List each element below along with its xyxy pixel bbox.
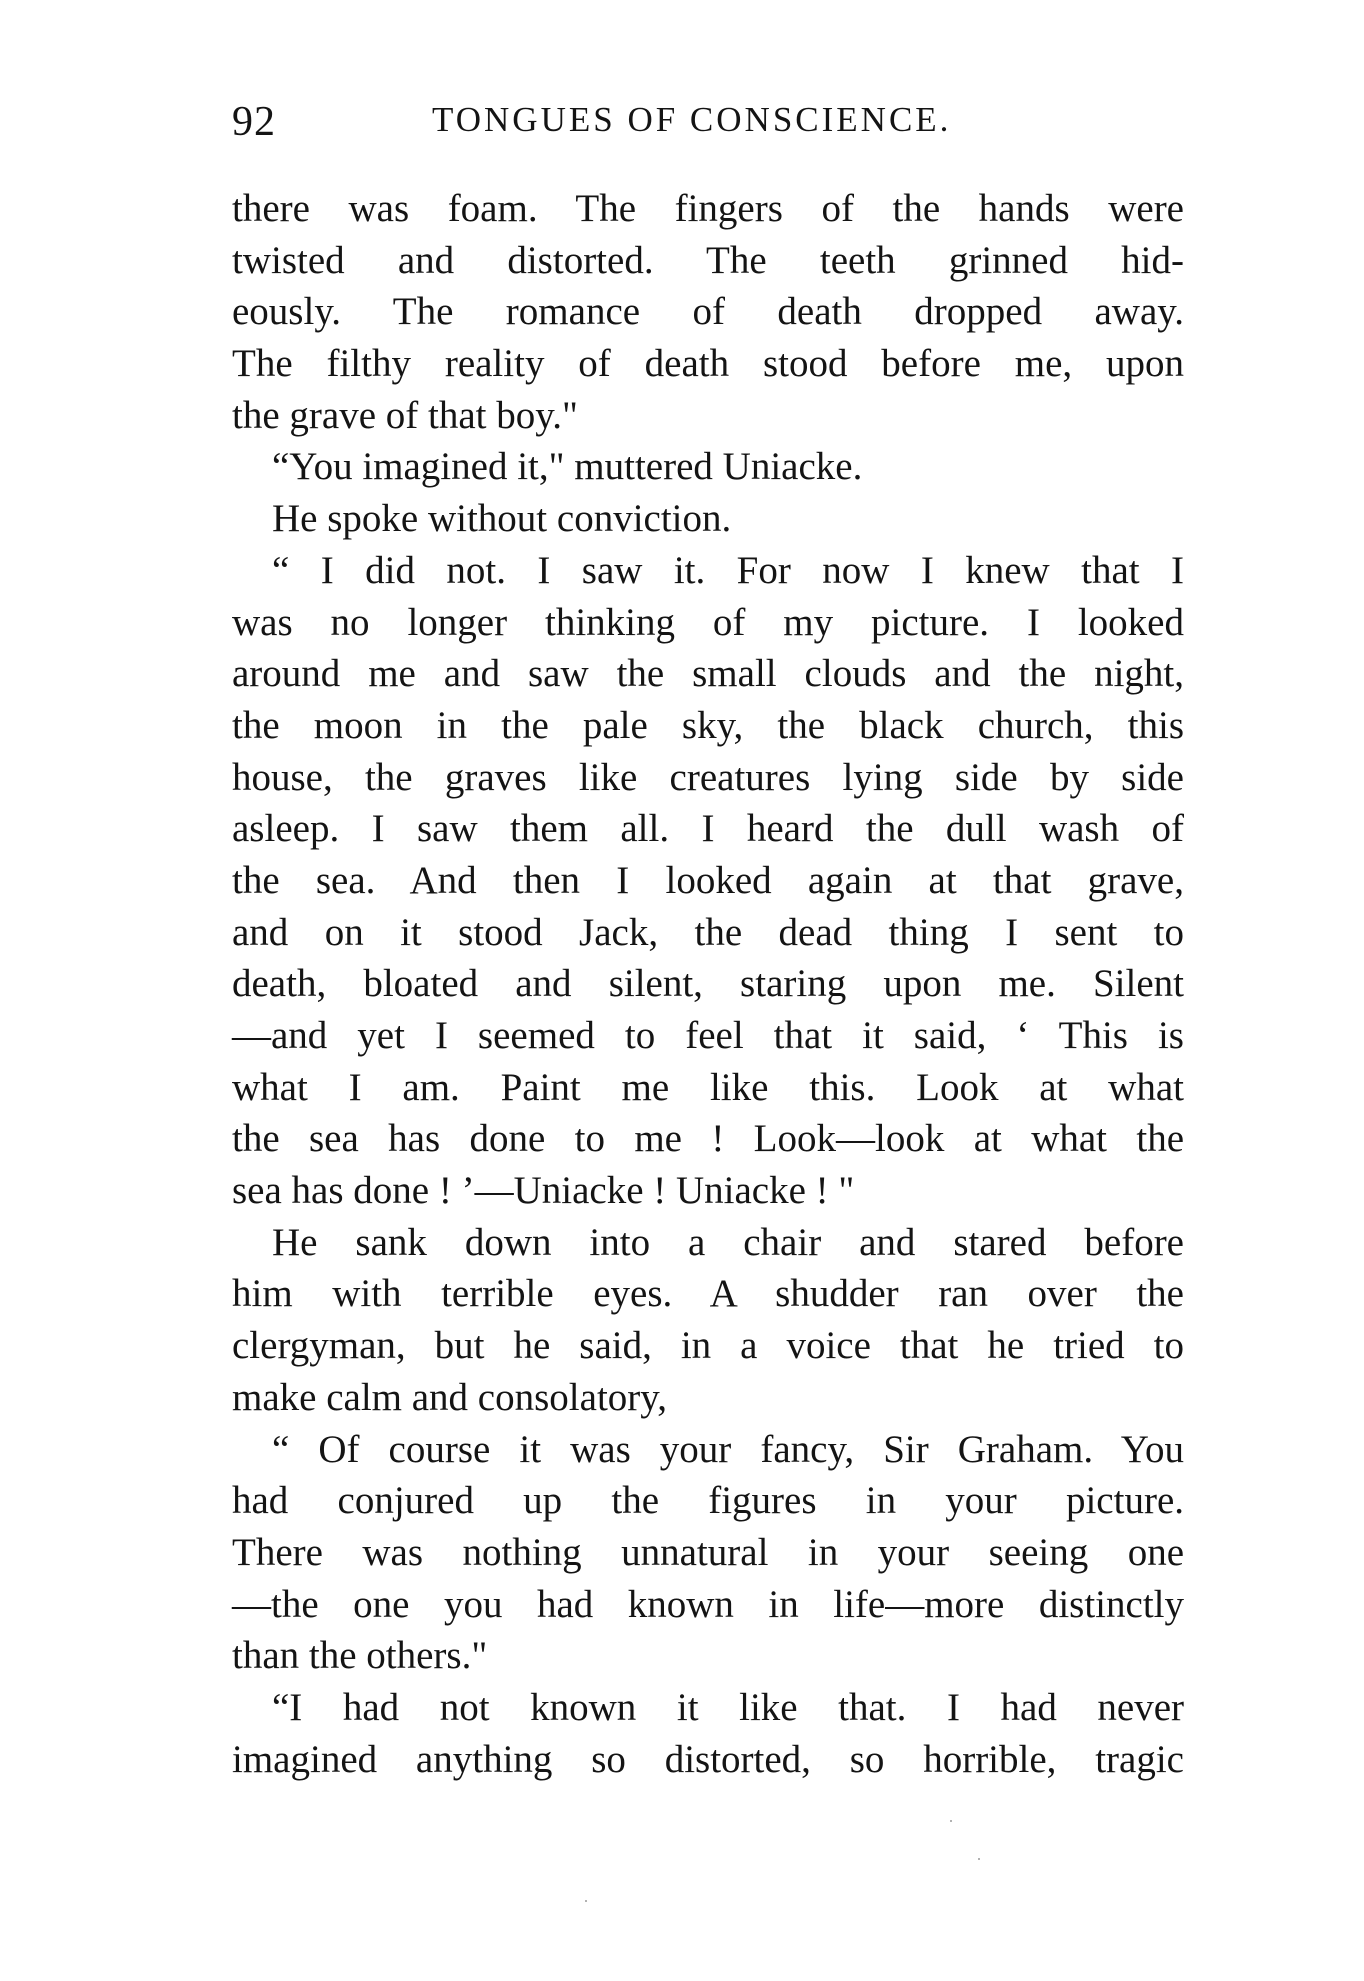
text-line: twisted and distorted. The teeth grinned hid- <box>232 238 1184 282</box>
text-line: “ Of course it was your fancy, Sir Graham. You <box>272 1427 1184 1471</box>
text-line: “You imagined it," muttered Uniacke. <box>272 445 863 489</box>
text-line: “I had not known it like that. I had never <box>272 1685 1184 1729</box>
text-line: was no longer thinking of my picture. I looked <box>232 600 1184 644</box>
text-line: There was nothing unnatural in your seeing one <box>232 1530 1184 1574</box>
text-line: and on it stood Jack, the dead thing I sent to <box>232 910 1184 954</box>
running-head <box>232 98 1192 158</box>
text-line: sea has done ! ’—Uniacke ! Uniacke ! " <box>232 1169 855 1213</box>
text-line: around me and saw the small clouds and the night, <box>232 652 1184 696</box>
paper-speck <box>950 1820 952 1822</box>
running-title: TONGUES OF CONSCIENCE. <box>432 100 952 139</box>
text-line: “ I did not. I saw it. For now I knew that I <box>272 548 1184 592</box>
text-line: house, the graves like creatures lying side by side <box>232 755 1184 799</box>
text-line: the sea has done to me ! Look—look at what the <box>232 1117 1184 1161</box>
text-line: the sea. And then I looked again at that grave, <box>232 858 1184 902</box>
text-line: He spoke without conviction. <box>272 497 732 541</box>
text-line: death, bloated and silent, staring upon me. Silent <box>232 962 1184 1006</box>
text-line: make calm and consolatory, <box>232 1375 667 1419</box>
text-line: imagined anything so distorted, so horrible, tragic <box>232 1737 1184 1781</box>
body-text <box>232 183 1184 1785</box>
text-line: him with terrible eyes. A shudder ran over the <box>232 1272 1184 1316</box>
text-line: the moon in the pale sky, the black church, this <box>232 703 1184 747</box>
text-line: than the others." <box>232 1634 488 1678</box>
text-line: what I am. Paint me like this. Look at what <box>232 1065 1184 1109</box>
text-line: —the one you had known in life—more distinctly <box>232 1582 1184 1626</box>
paper-speck <box>585 1900 587 1902</box>
paper-speck <box>978 1858 980 1860</box>
text-line: asleep. I saw them all. I heard the dull wash of <box>232 807 1184 851</box>
page-number: 92 <box>232 99 276 145</box>
text-line: —and yet I seemed to feel that it said, ‘ This is <box>232 1014 1184 1057</box>
text-line: there was foam. The fingers of the hands were <box>232 187 1184 230</box>
text-line: the grave of that boy." <box>232 393 578 437</box>
text-line: had conjured up the figures in your picture. <box>232 1479 1184 1523</box>
text-line: eously. The romance of death dropped away. <box>232 290 1184 334</box>
text-line: The filthy reality of death stood before me, upon <box>232 342 1184 386</box>
text-line: He sank down into a chair and stared before <box>272 1220 1184 1264</box>
text-line: clergyman, but he said, in a voice that he tried to <box>232 1324 1184 1368</box>
